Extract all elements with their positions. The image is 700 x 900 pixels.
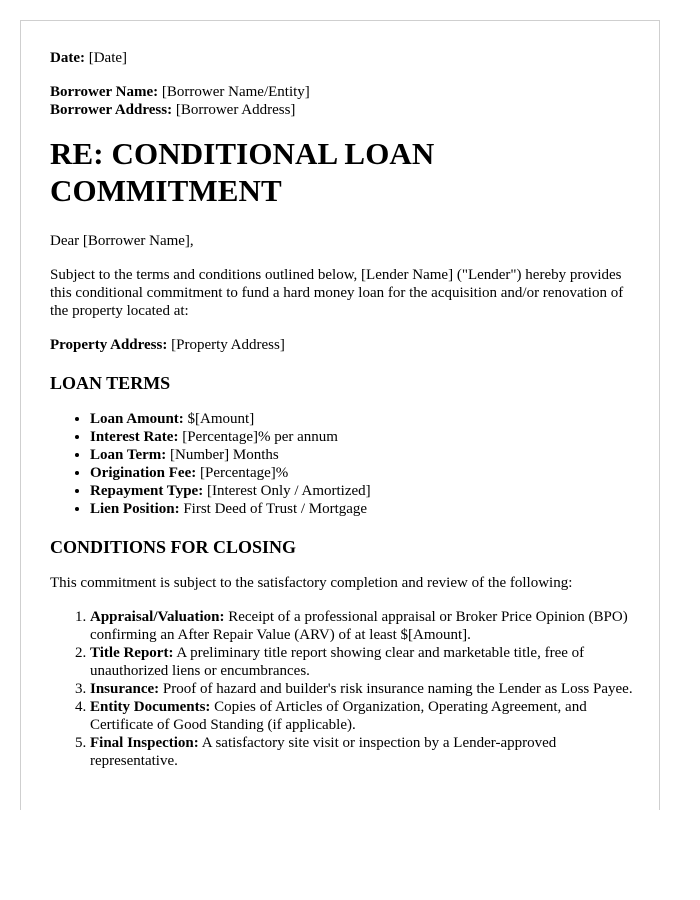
condition-item (90, 644, 640, 680)
letter-page (20, 20, 660, 810)
origination-fee-value: [Percentage]% (196, 465, 289, 481)
loan-term-item (90, 446, 640, 464)
letter-title: RE: CONDITIONAL LOAN COMMITMENT (50, 136, 435, 208)
final-inspection-text: A satisfactory site visit or inspection by a Lender-approved representative. (90, 735, 557, 769)
final-inspection-label: Final Inspection: (90, 735, 199, 751)
loan-amount-value: $[Amount] (183, 411, 255, 427)
appraisal-label: Appraisal/Valuation: (90, 609, 225, 625)
borrower-block (50, 83, 640, 119)
loan-term-label: Loan Term: (90, 447, 167, 463)
condition-item (90, 698, 640, 734)
loan-amount-label: Loan Amount: (90, 411, 184, 427)
entity-documents-label: Entity Documents: (90, 699, 211, 715)
property-address-value: [Property Address] (167, 337, 285, 353)
loan-term-item (90, 500, 640, 518)
appraisal-text: Receipt of a professional appraisal or Broker Price Opinion (BPO) confirming an After Repair Value (ARV) of at least $[Amount]. (90, 609, 628, 643)
repayment-type-label: Repayment Type: (90, 483, 204, 499)
borrower-name-label: Borrower Name: (50, 84, 159, 100)
insurance-label: Insurance: (90, 681, 160, 697)
borrower-address-label: Borrower Address: (50, 102, 173, 118)
property-address-label: Property Address: (50, 337, 168, 353)
property-address-line (50, 336, 640, 354)
title-report-label: Title Report: (90, 645, 174, 661)
borrower-name-line (50, 83, 640, 101)
date-value: [Date] (84, 50, 128, 66)
loan-term-item (90, 482, 640, 500)
conditions-heading: CONDITIONS FOR CLOSING (50, 537, 297, 557)
borrower-name-value: [Borrower Name/Entity] (158, 84, 310, 100)
interest-rate-value: [Percentage]% per annum (178, 429, 338, 445)
interest-rate-label: Interest Rate: (90, 429, 179, 445)
condition-item (90, 734, 640, 770)
lien-position-label: Lien Position: (90, 501, 180, 517)
repayment-type-value: [Interest Only / Amortized] (203, 483, 371, 499)
loan-terms-list (50, 410, 640, 518)
letter-content (50, 49, 640, 770)
borrower-address-value: [Borrower Address] (172, 102, 296, 118)
date-line (50, 49, 640, 67)
loan-terms-heading: LOAN TERMS (50, 373, 171, 393)
loan-term-value: [Number] Months (166, 447, 279, 463)
conditions-intro: This commitment is subject to the satisfactory completion and review of the following: (50, 575, 573, 591)
loan-term-item (90, 428, 640, 446)
condition-item (90, 608, 640, 644)
loan-term-item (90, 464, 640, 482)
borrower-address-line (50, 101, 640, 119)
lien-position-value: First Deed of Trust / Mortgage (179, 501, 368, 517)
salutation: Dear [Borrower Name], (50, 233, 194, 249)
title-report-text: A preliminary title report showing clear and marketable title, free of unauthorized liens or encumbrances. (90, 645, 585, 679)
loan-term-item (90, 410, 640, 428)
conditions-list (50, 608, 640, 770)
date-label: Date: (50, 50, 85, 66)
intro-paragraph: Subject to the terms and conditions outlined below, [Lender Name] ("Lender") hereby provides this conditional commitment to fund a hard money loan for the acquisition and/or renovation of the property located at: (50, 267, 624, 319)
insurance-text: Proof of hazard and builder's risk insurance naming the Lender as Loss Payee. (159, 681, 633, 697)
entity-documents-text: Copies of Articles of Organization, Operating Agreement, and Certificate of Good Standing (if applicable). (90, 699, 587, 733)
condition-item (90, 680, 640, 698)
origination-fee-label: Origination Fee: (90, 465, 197, 481)
